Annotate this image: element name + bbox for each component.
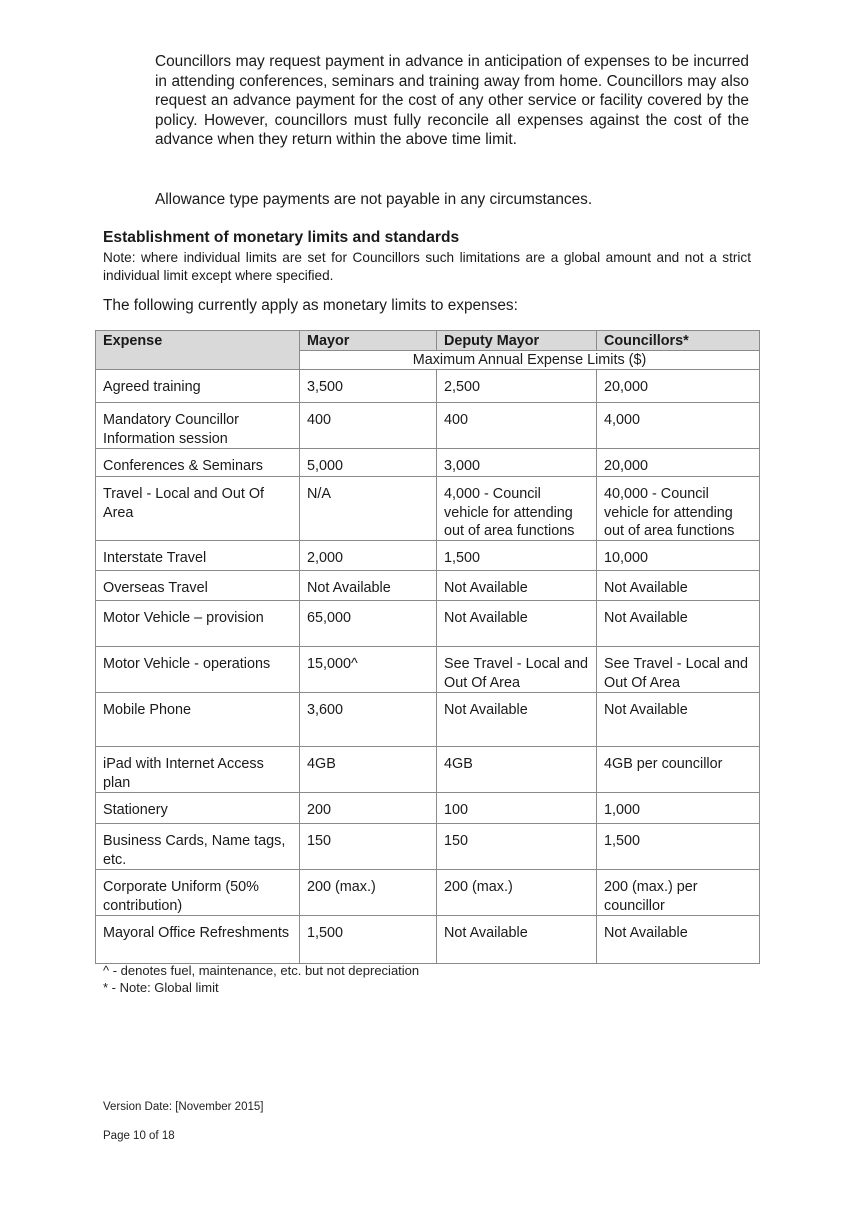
expense-cell: Mandatory Councillor Information session [96, 403, 300, 449]
expense-cell: iPad with Internet Access plan [96, 747, 300, 793]
mayor-cell: 5,000 [300, 449, 437, 477]
deputy-cell: Not Available [437, 571, 597, 601]
table-row [96, 793, 760, 824]
expense-cell: Conferences & Seminars [96, 449, 300, 477]
limits-subheader: Maximum Annual Expense Limits ($) [300, 351, 760, 370]
table-row [96, 541, 760, 571]
expense-cell: Business Cards, Name tags, etc. [96, 824, 300, 870]
page-number: Page 10 of 18 [103, 1130, 175, 1142]
mayor-column-header: Mayor [300, 331, 437, 351]
mayor-cell: 65,000 [300, 601, 437, 647]
deputy-mayor-column-header: Deputy Mayor [437, 331, 597, 351]
councillors-cell: Not Available [597, 916, 760, 964]
deputy-cell: 4,000 - Council vehicle for attending out of area functions [437, 477, 597, 541]
expense-cell: Overseas Travel [96, 571, 300, 601]
table-row [96, 647, 760, 693]
mayor-cell: 1,500 [300, 916, 437, 964]
expense-cell: Corporate Uniform (50% contribution) [96, 870, 300, 916]
councillors-cell: 4,000 [597, 403, 760, 449]
councillors-cell: 20,000 [597, 370, 760, 403]
expense-cell: Agreed training [96, 370, 300, 403]
councillors-cell: 1,500 [597, 824, 760, 870]
version-date: Version Date: [November 2015] [103, 1101, 264, 1113]
table-row [96, 601, 760, 647]
table-row [96, 449, 760, 477]
table-intro: The following currently apply as monetary limits to expenses: [103, 297, 518, 314]
deputy-cell: Not Available [437, 916, 597, 964]
table-row [96, 477, 760, 541]
expense-cell: Interstate Travel [96, 541, 300, 571]
table-row [96, 824, 760, 870]
section-note: Note: where individual limits are set for Councillors such limitations are a global amount and not a strict individual limit except where specified. [103, 250, 751, 283]
mayor-cell: 200 (max.) [300, 870, 437, 916]
table-row [96, 870, 760, 916]
deputy-cell: Not Available [437, 693, 597, 747]
expense-cell: Stationery [96, 793, 300, 824]
allowance-paragraph: Allowance type payments are not payable in any circumstances. [155, 191, 593, 208]
advance-payment-paragraph: Councillors may request payment in advance in anticipation of expenses to be incurred in attending conferences, seminars and training away from home. Councillors may also request an advance payment for the cost of any other service or facility covered by the policy. However, councillors must fully reconcile all expenses against the cost of the advance when they return within the above time limit. [155, 53, 749, 149]
deputy-cell: 3,000 [437, 449, 597, 477]
mayor-cell: 400 [300, 403, 437, 449]
mayor-cell: 15,000^ [300, 647, 437, 693]
table-row [96, 747, 760, 793]
councillors-cell: 1,000 [597, 793, 760, 824]
section-heading: Establishment of monetary limits and standards [103, 229, 460, 246]
mayor-cell: 3,600 [300, 693, 437, 747]
councillors-cell: 4GB per councillor [597, 747, 760, 793]
councillors-cell: Not Available [597, 571, 760, 601]
mayor-cell: N/A [300, 477, 437, 541]
councillors-cell: See Travel - Local and Out Of Area [597, 647, 760, 693]
footnote-star: * - Note: Global limit [103, 980, 219, 995]
table-row [96, 693, 760, 747]
expense-column-header: Expense [96, 331, 300, 370]
table-row [96, 403, 760, 449]
mayor-cell: 3,500 [300, 370, 437, 403]
councillors-column-header: Councillors* [597, 331, 760, 351]
footnote-caret: ^ - denotes fuel, maintenance, etc. but not depreciation [103, 963, 420, 978]
councillors-cell: 40,000 - Council vehicle for attending out of area functions [597, 477, 760, 541]
expense-cell: Mayoral Office Refreshments [96, 916, 300, 964]
table-row [96, 916, 760, 964]
deputy-cell: See Travel - Local and Out Of Area [437, 647, 597, 693]
councillors-cell: 20,000 [597, 449, 760, 477]
deputy-cell: 1,500 [437, 541, 597, 571]
mayor-cell: 200 [300, 793, 437, 824]
deputy-cell: Not Available [437, 601, 597, 647]
mayor-cell: 4GB [300, 747, 437, 793]
mayor-cell: Not Available [300, 571, 437, 601]
councillors-cell: 10,000 [597, 541, 760, 571]
expense-cell: Motor Vehicle - operations [96, 647, 300, 693]
deputy-cell: 4GB [437, 747, 597, 793]
expense-cell: Motor Vehicle – provision [96, 601, 300, 647]
deputy-cell: 150 [437, 824, 597, 870]
mayor-cell: 2,000 [300, 541, 437, 571]
expense-cell: Mobile Phone [96, 693, 300, 747]
deputy-cell: 400 [437, 403, 597, 449]
mayor-cell: 150 [300, 824, 437, 870]
councillors-cell: 200 (max.) per councillor [597, 870, 760, 916]
councillors-cell: Not Available [597, 693, 760, 747]
table-row [96, 370, 760, 403]
expense-limits-table [95, 330, 760, 964]
deputy-cell: 200 (max.) [437, 870, 597, 916]
deputy-cell: 100 [437, 793, 597, 824]
table-row [96, 571, 760, 601]
deputy-cell: 2,500 [437, 370, 597, 403]
councillors-cell: Not Available [597, 601, 760, 647]
expense-cell: Travel - Local and Out Of Area [96, 477, 300, 541]
